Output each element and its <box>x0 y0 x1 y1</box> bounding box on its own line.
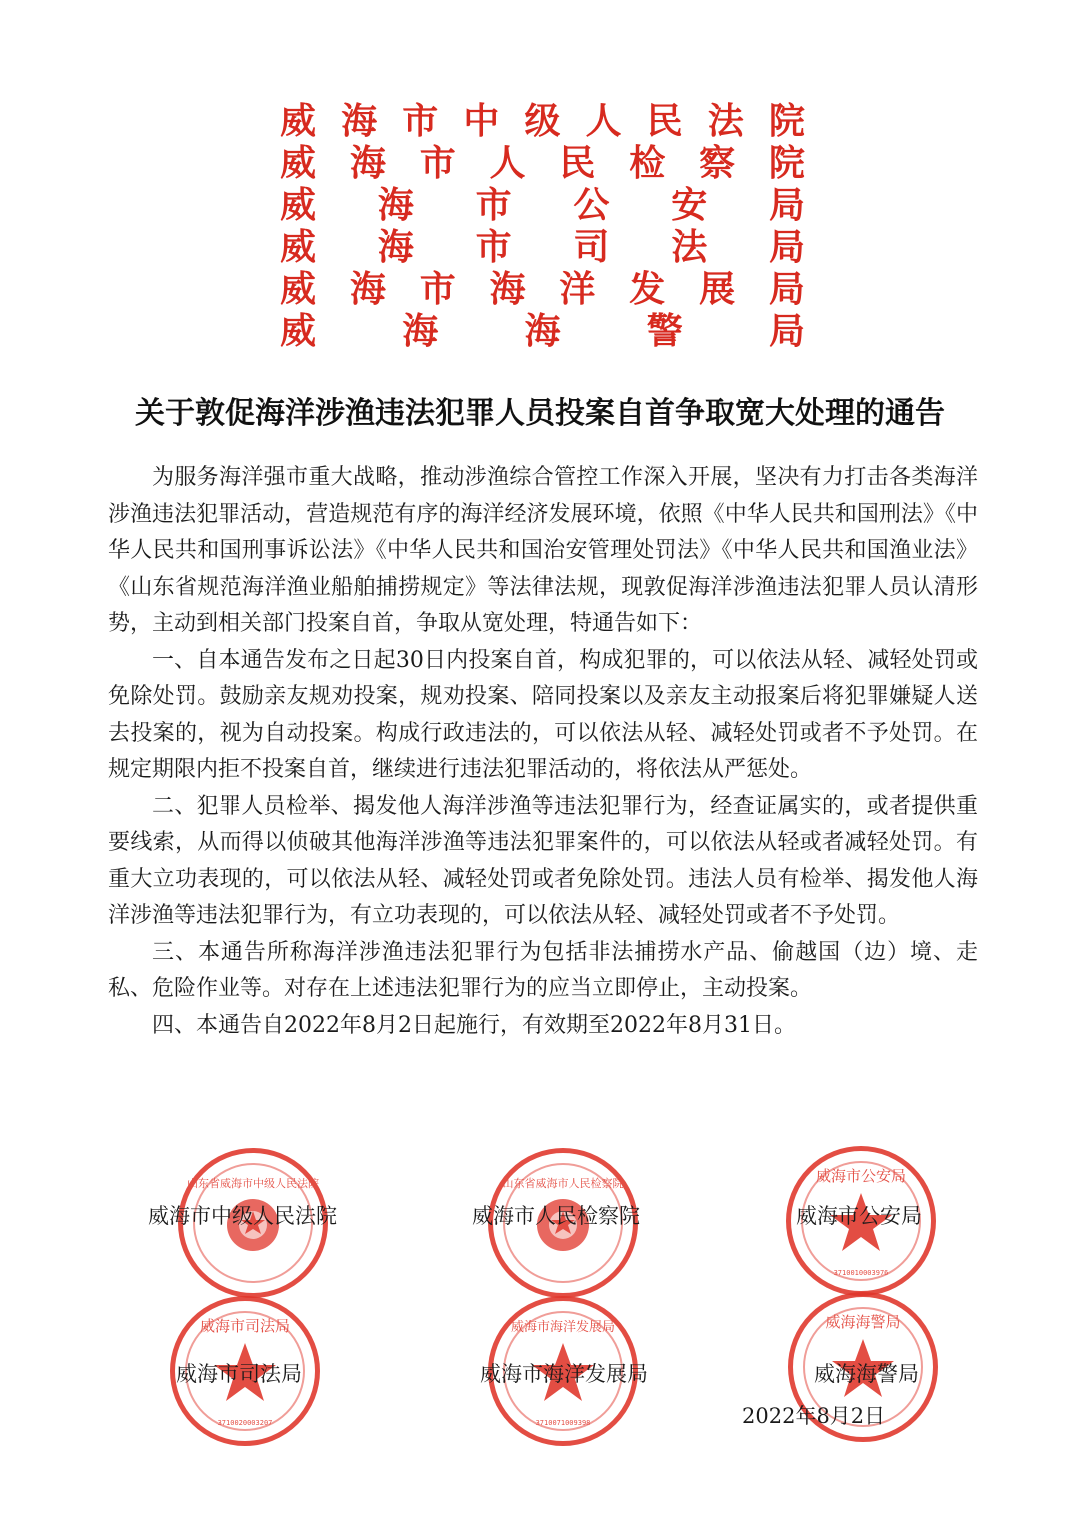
signatory-police: 威海市公安局 <box>796 1204 922 1228</box>
issuer-char: 局 <box>768 310 805 352</box>
issuer-char: 安 <box>671 184 708 226</box>
issuer-char: 威 <box>280 226 317 268</box>
seal-code: 3710071009398 <box>535 1419 591 1427</box>
issuer-char: 威 <box>280 268 317 310</box>
signatory-court: 威海市中级人民法院 <box>148 1204 337 1228</box>
issuing-authorities <box>280 100 805 352</box>
seal-text: 威海市司法局 <box>199 1317 291 1335</box>
issuer-char: 海 <box>349 268 386 310</box>
issuer-char: 院 <box>768 142 805 184</box>
issuer-char: 海 <box>489 268 526 310</box>
issuer-char: 威 <box>280 142 317 184</box>
issuer-char: 发 <box>629 268 666 310</box>
seal-text: 山东省威海市人民检察院 <box>502 1177 624 1190</box>
issuer-char: 级 <box>524 100 561 142</box>
issuer-char: 法 <box>707 100 744 142</box>
seal-text: 威海海警局 <box>825 1313 901 1331</box>
issuer-row <box>280 100 805 142</box>
issuer-char: 威 <box>280 100 317 142</box>
clause-three: 三、本通告所称海洋涉渔违法犯罪行为包括非法捕捞水产品、偷越国（边）境、走私、危险作业等。对存在上述违法犯罪行为的应当立即停止，主动投案。 <box>108 939 978 1001</box>
issuer-row <box>280 310 805 352</box>
issuer-char: 局 <box>768 268 805 310</box>
intro-paragraph: 为服务海洋强市重大战略，推动涉渔综合管控工作深入开展，坚决有力打击各类海洋涉渔违法犯罪活动，营造规范有序的海洋经济发展环境，依照《中华人民共和国刑法》《中华人民共和国刑事诉讼法》《中华人民共和国治安管理处罚法》《中华人民共和国渔业法》《山东省规范海洋渔业船舶捕捞规定》等法律法规，现敦促海洋涉渔违法犯罪人员认清形势，主动到相关部门投案自首，争取从宽处理，特通告如下： <box>108 465 978 636</box>
clause-two: 二、犯罪人员检举、揭发他人海洋涉渔等违法犯罪行为，经查证属实的，或者提供重要线索，从而得以侦破其他海洋涉渔等违法犯罪案件的，可以依法从轻或者减轻处罚。有重大立功表现的，可以依法从轻、减轻处罚或者免除处罚。违法人员有检举、揭发他人海洋涉渔等违法犯罪行为，有立功表现的，可以依法从轻、减轻处罚或者不予处罚。 <box>108 793 978 928</box>
issuer-row <box>280 226 805 268</box>
signatory-coast-guard: 威海海警局 <box>814 1362 919 1386</box>
document-title: 关于敦促海洋涉渔违法犯罪人员投案自首争取宽大处理的通告 <box>135 396 945 431</box>
issuer-char: 洋 <box>559 268 596 310</box>
issuer-char: 民 <box>646 100 683 142</box>
issuer-row <box>280 268 805 310</box>
issuer-char: 民 <box>559 142 596 184</box>
issuer-char: 威 <box>280 310 317 352</box>
issuer-char: 检 <box>629 142 666 184</box>
issuer-char: 市 <box>475 226 512 268</box>
issuer-char: 海 <box>341 100 378 142</box>
issuer-char: 司 <box>573 226 610 268</box>
issuer-char: 警 <box>646 310 683 352</box>
clause-one: 一、自本通告发布之日起30日内投案自首，构成犯罪的，可以依法从轻、减轻处罚或免除处罚。鼓励亲友规劝投案，规劝投案、陪同投案以及亲友主动报案后将犯罪嫌疑人送去投案的，视为自动投案。构成行政违法的，可以依法从轻、减轻处罚或者不予处罚。在规定期限内拒不投案自首，继续进行违法犯罪活动的，将依法从严惩处。 <box>108 647 978 782</box>
signatory-ocean-bureau: 威海市海洋发展局 <box>480 1362 648 1386</box>
issuer-char: 威 <box>280 184 317 226</box>
issue-date: 2022年8月2日 <box>742 1404 886 1428</box>
clause-four: 四、本通告自2022年8月2日起施行，有效期至2022年8月31日。 <box>152 1012 796 1038</box>
issuer-char: 海 <box>524 310 561 352</box>
issuer-row <box>280 142 805 184</box>
issuer-char: 海 <box>377 184 414 226</box>
signatory-justice-bureau: 威海市司法局 <box>176 1362 302 1386</box>
signatory-procuratorate: 威海市人民检察院 <box>472 1204 640 1228</box>
issuer-char: 法 <box>671 226 708 268</box>
issuer-char: 院 <box>768 100 805 142</box>
issuer-char: 展 <box>699 268 736 310</box>
document-body <box>108 460 978 1044</box>
seal-code: 3710010003976 <box>833 1269 889 1277</box>
issuer-char: 局 <box>768 226 805 268</box>
issuer-char: 人 <box>585 100 622 142</box>
issuer-char: 市 <box>475 184 512 226</box>
issuer-char: 市 <box>419 142 456 184</box>
issuer-char: 公 <box>573 184 610 226</box>
seal-text: 威海市海洋发展局 <box>510 1320 616 1335</box>
seal-code: 3710020003207 <box>217 1419 273 1427</box>
issuer-char: 人 <box>489 142 526 184</box>
seal-text: 山东省威海市中级人民法院 <box>187 1177 319 1190</box>
issuer-char: 市 <box>402 100 439 142</box>
issuer-row <box>280 184 805 226</box>
issuer-char: 海 <box>349 142 386 184</box>
issuer-char: 察 <box>699 142 736 184</box>
issuer-char: 海 <box>377 226 414 268</box>
issuer-char: 中 <box>463 100 500 142</box>
issuer-char: 局 <box>768 184 805 226</box>
issuer-char: 海 <box>402 310 439 352</box>
seal-text: 威海市公安局 <box>815 1167 907 1185</box>
issuer-char: 市 <box>419 268 456 310</box>
